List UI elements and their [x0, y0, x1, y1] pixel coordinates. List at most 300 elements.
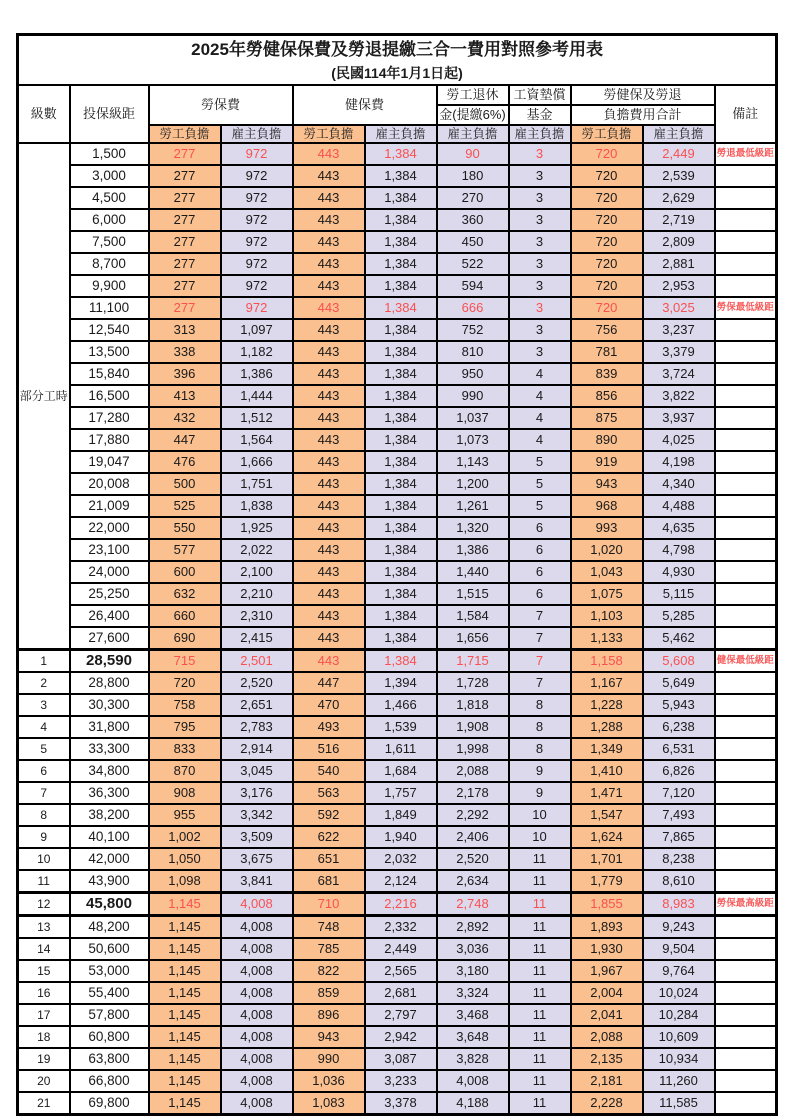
value-cell: 443 [293, 473, 365, 495]
value-cell: 447 [149, 429, 221, 451]
table-row [18, 605, 777, 627]
value-cell: 833 [149, 738, 221, 760]
value-cell: 1,779 [571, 870, 643, 893]
value-cell: 1,036 [293, 1070, 365, 1092]
level-cell: 16 [18, 982, 70, 1004]
value-cell: 443 [293, 319, 365, 341]
value-cell: 8,610 [643, 870, 715, 893]
level-cell: 12 [18, 893, 70, 916]
value-cell: 896 [293, 1004, 365, 1026]
value-cell: 1,466 [365, 694, 437, 716]
value-cell: 710 [293, 893, 365, 916]
value-cell: 3,342 [221, 804, 293, 826]
value-cell: 277 [149, 275, 221, 297]
note-cell [715, 782, 777, 804]
value-cell: 5,462 [643, 627, 715, 650]
salary-bracket-cell: 60,800 [70, 1026, 149, 1048]
value-cell: 1,386 [221, 363, 293, 385]
salary-bracket-cell: 57,800 [70, 1004, 149, 1026]
note-cell [715, 938, 777, 960]
value-cell: 785 [293, 938, 365, 960]
value-cell: 3,724 [643, 363, 715, 385]
level-cell: 3 [18, 694, 70, 716]
value-cell: 1,097 [221, 319, 293, 341]
value-cell: 1,384 [365, 451, 437, 473]
note-cell [715, 363, 777, 385]
salary-bracket-cell: 50,600 [70, 938, 149, 960]
value-cell: 2,539 [643, 165, 715, 187]
value-cell: 338 [149, 341, 221, 363]
table-row [18, 583, 777, 605]
table-row [18, 738, 777, 760]
value-cell: 968 [571, 495, 643, 517]
value-cell: 632 [149, 583, 221, 605]
note-cell [715, 319, 777, 341]
value-cell: 1,998 [437, 738, 509, 760]
note-cell [715, 407, 777, 429]
value-cell: 443 [293, 341, 365, 363]
value-cell: 651 [293, 848, 365, 870]
note-cell [715, 561, 777, 583]
value-cell: 690 [149, 627, 221, 650]
table-row [18, 650, 777, 673]
value-cell: 11 [509, 1048, 571, 1070]
value-cell: 525 [149, 495, 221, 517]
level-cell: 6 [18, 760, 70, 782]
value-cell: 4,488 [643, 495, 715, 517]
value-cell: 5,608 [643, 650, 715, 673]
value-cell: 360 [437, 209, 509, 231]
value-cell: 7 [509, 672, 571, 694]
value-cell: 1,394 [365, 672, 437, 694]
value-cell: 8,238 [643, 848, 715, 870]
value-cell: 450 [437, 231, 509, 253]
value-cell: 2,216 [365, 893, 437, 916]
value-cell: 516 [293, 738, 365, 760]
subheader-labor-employer: 雇主負擔 [221, 125, 293, 143]
note-cell [715, 341, 777, 363]
value-cell: 1,133 [571, 627, 643, 650]
value-cell: 11 [509, 1092, 571, 1115]
table-row [18, 495, 777, 517]
level-cell: 11 [18, 870, 70, 893]
value-cell: 1,349 [571, 738, 643, 760]
table-row [18, 694, 777, 716]
value-cell: 720 [571, 297, 643, 319]
table-row [18, 539, 777, 561]
value-cell: 3,176 [221, 782, 293, 804]
value-cell: 3 [509, 341, 571, 363]
value-cell: 443 [293, 143, 365, 165]
value-cell: 11 [509, 982, 571, 1004]
table-row [18, 1070, 777, 1092]
salary-bracket-cell: 21,009 [70, 495, 149, 517]
value-cell: 2,881 [643, 253, 715, 275]
value-cell: 2,565 [365, 960, 437, 982]
value-cell: 622 [293, 826, 365, 848]
value-cell: 4,635 [643, 517, 715, 539]
salary-bracket-cell: 28,590 [70, 650, 149, 673]
value-cell: 2,310 [221, 605, 293, 627]
value-cell: 1,384 [365, 209, 437, 231]
value-cell: 11 [509, 893, 571, 916]
value-cell: 908 [149, 782, 221, 804]
value-cell: 432 [149, 407, 221, 429]
value-cell: 2,892 [437, 916, 509, 939]
value-cell: 720 [149, 672, 221, 694]
note-cell [715, 165, 777, 187]
table-row [18, 826, 777, 848]
salary-bracket-cell: 38,200 [70, 804, 149, 826]
value-cell: 943 [293, 1026, 365, 1048]
level-cell: 7 [18, 782, 70, 804]
value-cell: 950 [437, 363, 509, 385]
value-cell: 7,120 [643, 782, 715, 804]
col-header-bracket: 投保級距 [70, 85, 149, 143]
value-cell: 660 [149, 605, 221, 627]
value-cell: 180 [437, 165, 509, 187]
value-cell: 277 [149, 231, 221, 253]
value-cell: 752 [437, 319, 509, 341]
table-row [18, 143, 777, 165]
value-cell: 277 [149, 253, 221, 275]
value-cell: 972 [221, 165, 293, 187]
value-cell: 1,145 [149, 1048, 221, 1070]
table-row [18, 275, 777, 297]
note-cell [715, 738, 777, 760]
value-cell: 277 [149, 209, 221, 231]
salary-bracket-cell: 17,880 [70, 429, 149, 451]
value-cell: 11 [509, 938, 571, 960]
value-cell: 1,624 [571, 826, 643, 848]
value-cell: 1,701 [571, 848, 643, 870]
value-cell: 1,384 [365, 363, 437, 385]
value-cell: 1,384 [365, 650, 437, 673]
value-cell: 2,032 [365, 848, 437, 870]
value-cell: 1,384 [365, 231, 437, 253]
value-cell: 720 [571, 275, 643, 297]
value-cell: 443 [293, 561, 365, 583]
value-cell: 443 [293, 627, 365, 650]
note-cell [715, 275, 777, 297]
note-cell [715, 1070, 777, 1092]
value-cell: 1,384 [365, 165, 437, 187]
value-cell: 1,384 [365, 583, 437, 605]
col-header-total-line2: 負擔費用合計 [571, 105, 715, 125]
value-cell: 2,809 [643, 231, 715, 253]
value-cell: 2,449 [365, 938, 437, 960]
value-cell: 943 [571, 473, 643, 495]
table-row [18, 319, 777, 341]
value-cell: 3,379 [643, 341, 715, 363]
value-cell: 4,008 [221, 1026, 293, 1048]
level-cell: 9 [18, 826, 70, 848]
value-cell: 919 [571, 451, 643, 473]
value-cell: 1,444 [221, 385, 293, 407]
value-cell: 90 [437, 143, 509, 165]
value-cell: 550 [149, 517, 221, 539]
value-cell: 2,022 [221, 539, 293, 561]
value-cell: 3,648 [437, 1026, 509, 1048]
table-row [18, 1048, 777, 1070]
value-cell: 2,651 [221, 694, 293, 716]
value-cell: 1,073 [437, 429, 509, 451]
value-cell: 1,967 [571, 960, 643, 982]
note-cell [715, 1004, 777, 1026]
value-cell: 6,531 [643, 738, 715, 760]
value-cell: 4,008 [221, 1092, 293, 1115]
value-cell: 1,564 [221, 429, 293, 451]
note-cell [715, 672, 777, 694]
value-cell: 1,512 [221, 407, 293, 429]
value-cell: 1,384 [365, 275, 437, 297]
note-cell: 勞保最低級距 [715, 297, 777, 319]
value-cell: 2,719 [643, 209, 715, 231]
value-cell: 8 [509, 738, 571, 760]
value-cell: 1,384 [365, 253, 437, 275]
note-cell [715, 253, 777, 275]
table-row [18, 451, 777, 473]
value-cell: 313 [149, 319, 221, 341]
value-cell: 443 [293, 385, 365, 407]
note-cell: 健保最低級距 [715, 650, 777, 673]
note-cell [715, 694, 777, 716]
table-row [18, 429, 777, 451]
value-cell: 720 [571, 143, 643, 165]
table-row [18, 385, 777, 407]
value-cell: 681 [293, 870, 365, 893]
value-cell: 5,649 [643, 672, 715, 694]
value-cell: 1,384 [365, 319, 437, 341]
value-cell: 795 [149, 716, 221, 738]
value-cell: 2,681 [365, 982, 437, 1004]
note-cell [715, 495, 777, 517]
value-cell: 2,748 [437, 893, 509, 916]
value-cell: 1,930 [571, 938, 643, 960]
table-row [18, 363, 777, 385]
value-cell: 1,384 [365, 627, 437, 650]
salary-bracket-cell: 45,800 [70, 893, 149, 916]
value-cell: 3 [509, 187, 571, 209]
col-header-wage-fund-line1: 工資墊償 [509, 85, 571, 105]
value-cell: 447 [293, 672, 365, 694]
value-cell: 1,384 [365, 407, 437, 429]
salary-bracket-cell: 3,000 [70, 165, 149, 187]
value-cell: 5 [509, 495, 571, 517]
value-cell: 10 [509, 804, 571, 826]
note-cell [715, 870, 777, 893]
value-cell: 1,043 [571, 561, 643, 583]
value-cell: 7,493 [643, 804, 715, 826]
value-cell: 1,838 [221, 495, 293, 517]
value-cell: 3 [509, 297, 571, 319]
value-cell: 715 [149, 650, 221, 673]
value-cell: 1,050 [149, 848, 221, 870]
value-cell: 577 [149, 539, 221, 561]
value-cell: 2,332 [365, 916, 437, 939]
value-cell: 9 [509, 760, 571, 782]
value-cell: 1,384 [365, 495, 437, 517]
table-row [18, 561, 777, 583]
value-cell: 1,384 [365, 561, 437, 583]
value-cell: 4,798 [643, 539, 715, 561]
table-row [18, 253, 777, 275]
value-cell: 443 [293, 517, 365, 539]
value-cell: 990 [437, 385, 509, 407]
value-cell: 2,942 [365, 1026, 437, 1048]
value-cell: 1,471 [571, 782, 643, 804]
value-cell: 277 [149, 165, 221, 187]
value-cell: 443 [293, 583, 365, 605]
value-cell: 2,004 [571, 982, 643, 1004]
value-cell: 396 [149, 363, 221, 385]
value-cell: 3,937 [643, 407, 715, 429]
note-cell [715, 916, 777, 939]
value-cell: 2,406 [437, 826, 509, 848]
value-cell: 1,384 [365, 605, 437, 627]
value-cell: 972 [221, 209, 293, 231]
value-cell: 4,188 [437, 1092, 509, 1115]
value-cell: 3 [509, 253, 571, 275]
value-cell: 413 [149, 385, 221, 407]
value-cell: 470 [293, 694, 365, 716]
value-cell: 2,178 [437, 782, 509, 804]
value-cell: 822 [293, 960, 365, 982]
value-cell: 563 [293, 782, 365, 804]
value-cell: 1,182 [221, 341, 293, 363]
salary-bracket-cell: 34,800 [70, 760, 149, 782]
value-cell: 1,020 [571, 539, 643, 561]
value-cell: 3 [509, 143, 571, 165]
value-cell: 270 [437, 187, 509, 209]
value-cell: 4,008 [221, 982, 293, 1004]
value-cell: 2,041 [571, 1004, 643, 1026]
value-cell: 3,045 [221, 760, 293, 782]
table-row [18, 893, 777, 916]
note-cell [715, 517, 777, 539]
value-cell: 5 [509, 451, 571, 473]
value-cell: 859 [293, 982, 365, 1004]
value-cell: 3,378 [365, 1092, 437, 1115]
value-cell: 1,666 [221, 451, 293, 473]
value-cell: 2,520 [221, 672, 293, 694]
value-cell: 7 [509, 650, 571, 673]
value-cell: 2,100 [221, 561, 293, 583]
value-cell: 2,415 [221, 627, 293, 650]
table-row [18, 938, 777, 960]
value-cell: 3,675 [221, 848, 293, 870]
value-cell: 4,008 [221, 938, 293, 960]
subheader-total-employee: 勞工負擔 [571, 125, 643, 143]
salary-bracket-cell: 33,300 [70, 738, 149, 760]
value-cell: 4,340 [643, 473, 715, 495]
note-cell [715, 1048, 777, 1070]
value-cell: 11,585 [643, 1092, 715, 1115]
value-cell: 6,826 [643, 760, 715, 782]
value-cell: 2,228 [571, 1092, 643, 1115]
table-row [18, 1092, 777, 1115]
value-cell: 2,914 [221, 738, 293, 760]
value-cell: 500 [149, 473, 221, 495]
table-row [18, 627, 777, 650]
value-cell: 1,145 [149, 982, 221, 1004]
salary-bracket-cell: 42,000 [70, 848, 149, 870]
value-cell: 2,088 [571, 1026, 643, 1048]
value-cell: 1,145 [149, 1070, 221, 1092]
value-cell: 443 [293, 495, 365, 517]
value-cell: 2,783 [221, 716, 293, 738]
salary-bracket-cell: 25,250 [70, 583, 149, 605]
note-cell [715, 760, 777, 782]
value-cell: 972 [221, 275, 293, 297]
salary-bracket-cell: 4,500 [70, 187, 149, 209]
value-cell: 1,145 [149, 938, 221, 960]
salary-bracket-cell: 27,600 [70, 627, 149, 650]
value-cell: 1,757 [365, 782, 437, 804]
table-row [18, 672, 777, 694]
value-cell: 7,865 [643, 826, 715, 848]
level-cell: 13 [18, 916, 70, 939]
value-cell: 1,145 [149, 893, 221, 916]
value-cell: 1,228 [571, 694, 643, 716]
value-cell: 10,024 [643, 982, 715, 1004]
table-title: 2025年勞健保保費及勞退提繳三合一費用對照參考用表 [191, 40, 603, 59]
value-cell: 720 [571, 231, 643, 253]
table-row [18, 760, 777, 782]
table-row [18, 916, 777, 939]
subheader-health-employee: 勞工負擔 [293, 125, 365, 143]
level-cell: 5 [18, 738, 70, 760]
value-cell: 11 [509, 1026, 571, 1048]
value-cell: 1,384 [365, 341, 437, 363]
salary-bracket-cell: 53,000 [70, 960, 149, 982]
value-cell: 5 [509, 473, 571, 495]
salary-bracket-cell: 1,500 [70, 143, 149, 165]
col-header-level: 級數 [18, 85, 70, 143]
value-cell: 277 [149, 297, 221, 319]
table-row [18, 716, 777, 738]
note-cell: 勞退最低級距 [715, 143, 777, 165]
note-cell [715, 826, 777, 848]
salary-bracket-cell: 24,000 [70, 561, 149, 583]
value-cell: 4 [509, 363, 571, 385]
salary-bracket-cell: 30,300 [70, 694, 149, 716]
value-cell: 11 [509, 1004, 571, 1026]
value-cell: 3 [509, 231, 571, 253]
value-cell: 972 [221, 297, 293, 319]
value-cell: 839 [571, 363, 643, 385]
table-row [18, 782, 777, 804]
level-cell: 19 [18, 1048, 70, 1070]
value-cell: 8 [509, 716, 571, 738]
salary-bracket-cell: 66,800 [70, 1070, 149, 1092]
fee-reference-table [16, 33, 778, 1116]
level-cell: 10 [18, 848, 70, 870]
table-row [18, 341, 777, 363]
value-cell: 3,828 [437, 1048, 509, 1070]
col-header-wage-fund-line2: 基金 [509, 105, 571, 125]
salary-bracket-cell: 28,800 [70, 672, 149, 694]
note-cell [715, 848, 777, 870]
table-row [18, 297, 777, 319]
level-cell: 8 [18, 804, 70, 826]
table-row [18, 407, 777, 429]
level-cell: 4 [18, 716, 70, 738]
note-cell [715, 231, 777, 253]
value-cell: 5,285 [643, 605, 715, 627]
value-cell: 720 [571, 187, 643, 209]
value-cell: 277 [149, 143, 221, 165]
